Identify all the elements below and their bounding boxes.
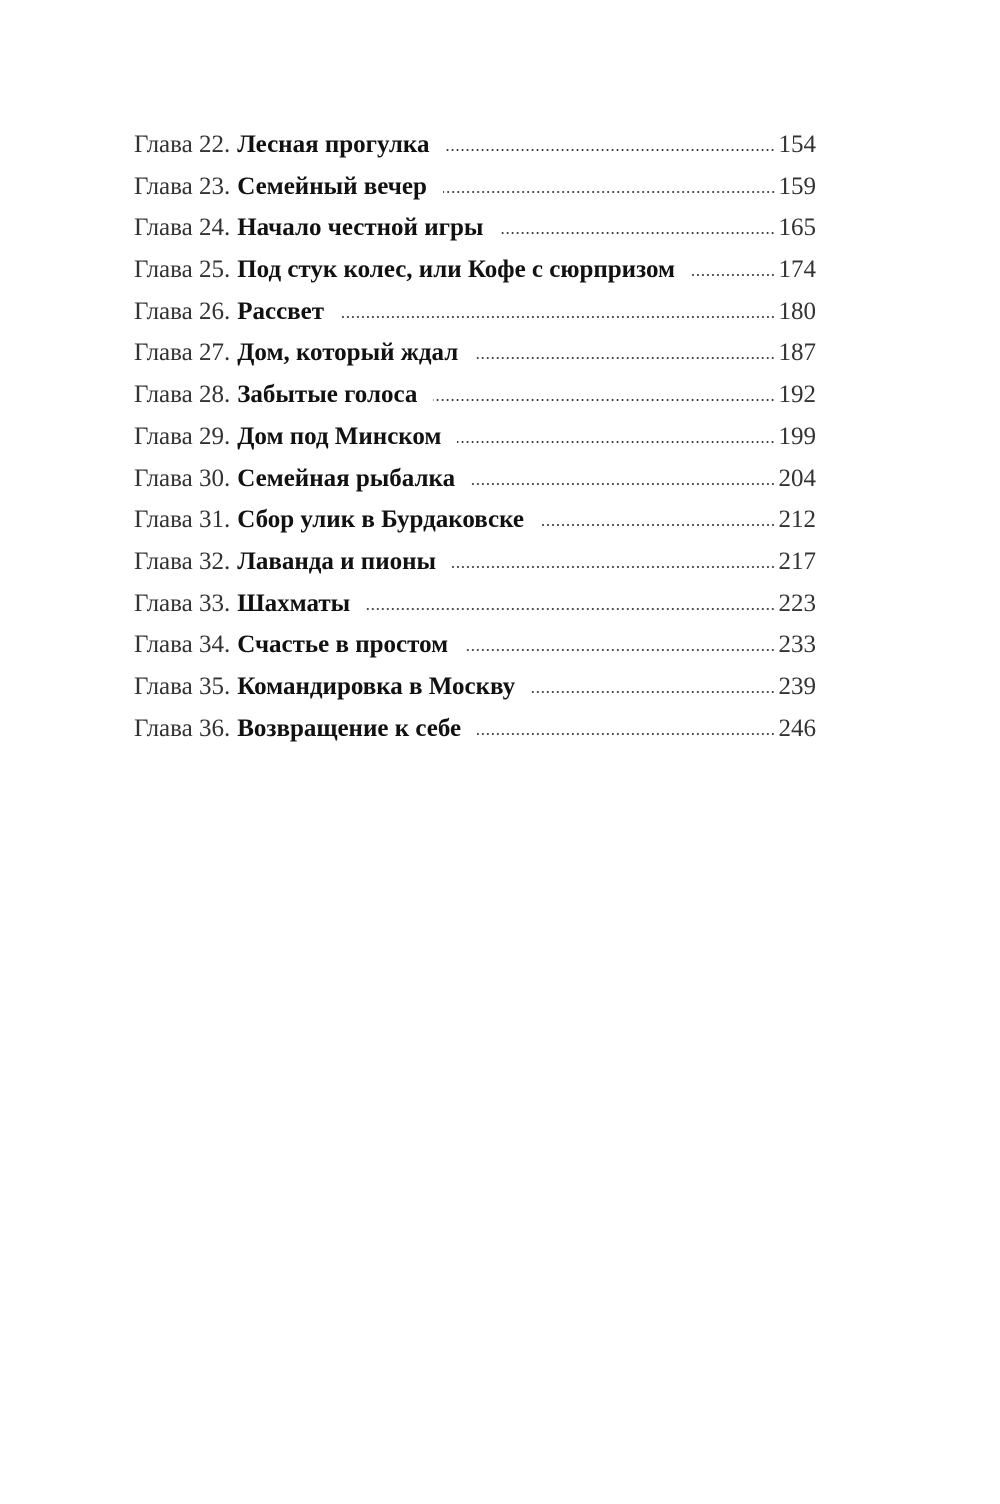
- page-number: 187: [778, 339, 816, 367]
- chapter-title: Забытые голоса: [237, 381, 418, 409]
- chapter-title: Дом, который ждал: [237, 339, 459, 367]
- chapter-label: Глава 30.: [134, 464, 231, 492]
- chapter-label: Глава 29.: [134, 422, 231, 450]
- toc-entry: [134, 499, 816, 541]
- dot-leader: [477, 733, 775, 735]
- chapter-title: Семейный вечер: [237, 172, 427, 200]
- toc-entry: [134, 374, 816, 416]
- toc-entry: [134, 249, 816, 291]
- chapter-label: Глава 27.: [134, 339, 231, 367]
- chapter-title: Командировка в Москву: [237, 672, 516, 700]
- page-number: 233: [778, 631, 816, 659]
- chapter-title: Начало честной игры: [237, 214, 484, 242]
- page-number: 165: [778, 214, 816, 242]
- dot-leader: [499, 232, 775, 234]
- toc-entry: [134, 708, 816, 750]
- dot-leader: [471, 483, 775, 485]
- page-number: 174: [778, 256, 816, 284]
- page-number: 159: [778, 172, 816, 200]
- page-number: 217: [778, 547, 816, 575]
- dot-leader: [531, 691, 775, 693]
- page-number: 199: [778, 422, 816, 450]
- toc-entry: [134, 458, 816, 500]
- dot-leader: [445, 149, 775, 151]
- chapter-label: Глава 25.: [134, 256, 231, 284]
- page-number: 246: [778, 714, 816, 742]
- chapter-title: Шахматы: [237, 589, 351, 617]
- dot-leader: [340, 316, 775, 318]
- chapter-label: Глава 36.: [134, 714, 231, 742]
- toc-entry: [134, 416, 816, 458]
- chapter-label: Глава 31.: [134, 506, 231, 534]
- page-number: 212: [778, 506, 816, 534]
- dot-leader: [443, 191, 776, 193]
- toc-entry: [134, 583, 816, 625]
- chapter-title: Возвращение к себе: [237, 714, 462, 742]
- toc-entry: [134, 624, 816, 666]
- toc-entry: [134, 541, 816, 583]
- chapter-title: Дом под Минском: [237, 422, 442, 450]
- dot-leader: [691, 274, 775, 276]
- chapter-label: Глава 34.: [134, 631, 231, 659]
- dot-leader: [464, 649, 775, 651]
- chapter-title: Сбор улик в Бурдаковске: [237, 506, 524, 534]
- chapter-label: Глава 23.: [134, 172, 231, 200]
- chapter-label: Глава 33.: [134, 589, 231, 617]
- page-number: 223: [778, 589, 816, 617]
- chapter-title: Лесная прогулка: [237, 131, 430, 158]
- page-number: 192: [778, 381, 816, 409]
- dot-leader: [433, 399, 775, 401]
- chapter-title: Счастье в простом: [237, 631, 449, 659]
- chapter-title: Под стук колес, или Кофе с сюрпризом: [237, 256, 676, 284]
- chapter-label: Глава 22.: [134, 131, 231, 158]
- chapter-label: Глава 24.: [134, 214, 231, 242]
- page-number: 204: [778, 464, 816, 492]
- chapter-label: Глава 26.: [134, 297, 231, 325]
- chapter-label: Глава 35.: [134, 672, 231, 700]
- toc-entry: [134, 166, 816, 208]
- toc-entry: [134, 666, 816, 708]
- page-number: 180: [778, 297, 816, 325]
- chapter-title: Семейная рыбалка: [237, 464, 456, 492]
- dot-leader: [540, 524, 776, 526]
- toc-entry: [134, 291, 816, 333]
- dot-leader: [474, 357, 775, 359]
- chapter-label: Глава 32.: [134, 547, 231, 575]
- toc-entry: [134, 207, 816, 249]
- chapter-title: Рассвет: [237, 297, 325, 325]
- chapter-label: Глава 28.: [134, 381, 231, 409]
- dot-leader: [452, 566, 775, 568]
- chapter-title: Лаванда и пионы: [237, 547, 437, 575]
- page-number: 154: [778, 131, 816, 158]
- page-number: 239: [778, 672, 816, 700]
- toc-entry: [134, 124, 816, 166]
- table-of-contents: [134, 124, 816, 749]
- dot-leader: [457, 441, 775, 443]
- toc-entry: [134, 332, 816, 374]
- dot-leader: [366, 608, 775, 610]
